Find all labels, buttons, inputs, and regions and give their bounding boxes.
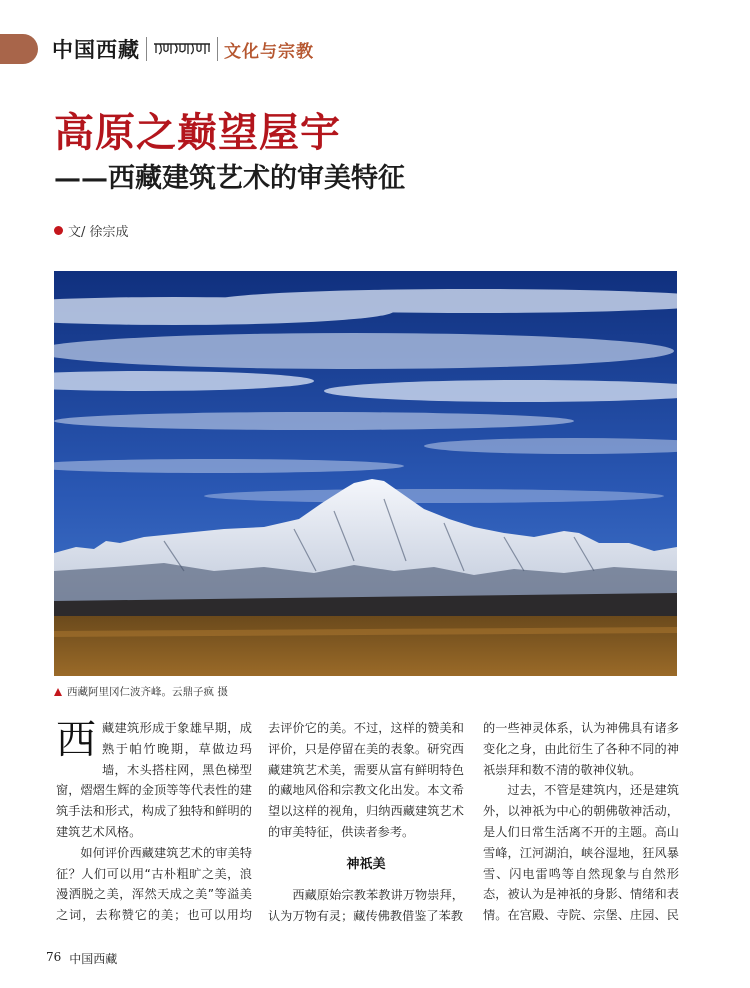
text-column-3 (483, 718, 679, 923)
drop-cap: 西 (56, 718, 96, 763)
page-footer (46, 950, 117, 967)
section-label: 文化与宗教 (224, 41, 314, 62)
paragraph: 西藏原始宗教苯教讲万物崇拜，认为万物有灵；藏传佛教借鉴了苯教 (268, 887, 464, 923)
author-credit: 文/ 徐宗成 (68, 225, 129, 240)
running-header (52, 34, 314, 64)
section-subheading: 神祇美 (346, 856, 386, 872)
page-number: 76 (46, 950, 62, 964)
paragraph: 过去，不管是建筑内，还是建筑外，以神祇为中心的朝佛敬神活动，是人们日常生活离不开的主题。高山雪峰，江河湖泊，峡谷湿地，狂风暴雪、闪电雷鸣等自然现象与自然形态，被认为是神祇的身影、情绪和表情。在宫殿、寺院、宗堡、庄园、民 (483, 783, 679, 923)
caption-text: 西藏阿里冈仁波齐峰。云鼎子疯 摄 (67, 686, 228, 698)
article-subtitle: ——西藏建筑艺术的审美特征 (54, 163, 405, 194)
magazine-name: 中国西藏 (52, 37, 140, 62)
text-column-1 (56, 718, 252, 923)
paragraph: 如何评价西藏建筑艺术的审美特征？人们可以用“古朴粗旷之美，浪漫洒脱之美，浑然天成之美”等溢美之词，去称赞它的美；也可以用均 (56, 845, 252, 923)
article-title: 高原之巅望屋宇 (54, 110, 341, 156)
mountain-photo (54, 271, 677, 676)
photo-caption (54, 684, 228, 699)
byline (54, 221, 129, 240)
paragraph: 去评价它的美。不过，这样的赞美和评价，只是停留在美的表象。研究西藏建筑艺术美，需要从富有鲜明特色的藏地风俗和宗教文化出发。本文希望以这样的视角，归纳西藏建筑艺术的审美特征，供读者参考。 (268, 721, 464, 839)
text-column-2 (268, 718, 464, 923)
page-tab-marker (0, 34, 38, 64)
footer-magazine-name: 中国西藏 (69, 952, 118, 966)
paragraph: 的一些神灵体系，认为神佛具有诸多变化之身，由此衍生了各种不同的神祇崇拜和数不清的敬神仪轨。 (483, 721, 679, 777)
header-divider (146, 37, 147, 61)
bullet-dot-icon (54, 226, 63, 235)
paragraph-text: 藏建筑形成于象雄早期，成熟于帕竹晚期，草做边玛墙，木头搭柱网，黑色梯型窗，熠熠生辉的金顶等等代表性的建筑手法和形式，构成了独特和鲜明的建筑艺术风格。 (56, 721, 252, 839)
tibetan-script-logo-icon (153, 41, 211, 57)
caption-triangle-icon (54, 688, 62, 696)
header-divider (217, 37, 218, 61)
paragraph (56, 718, 252, 843)
